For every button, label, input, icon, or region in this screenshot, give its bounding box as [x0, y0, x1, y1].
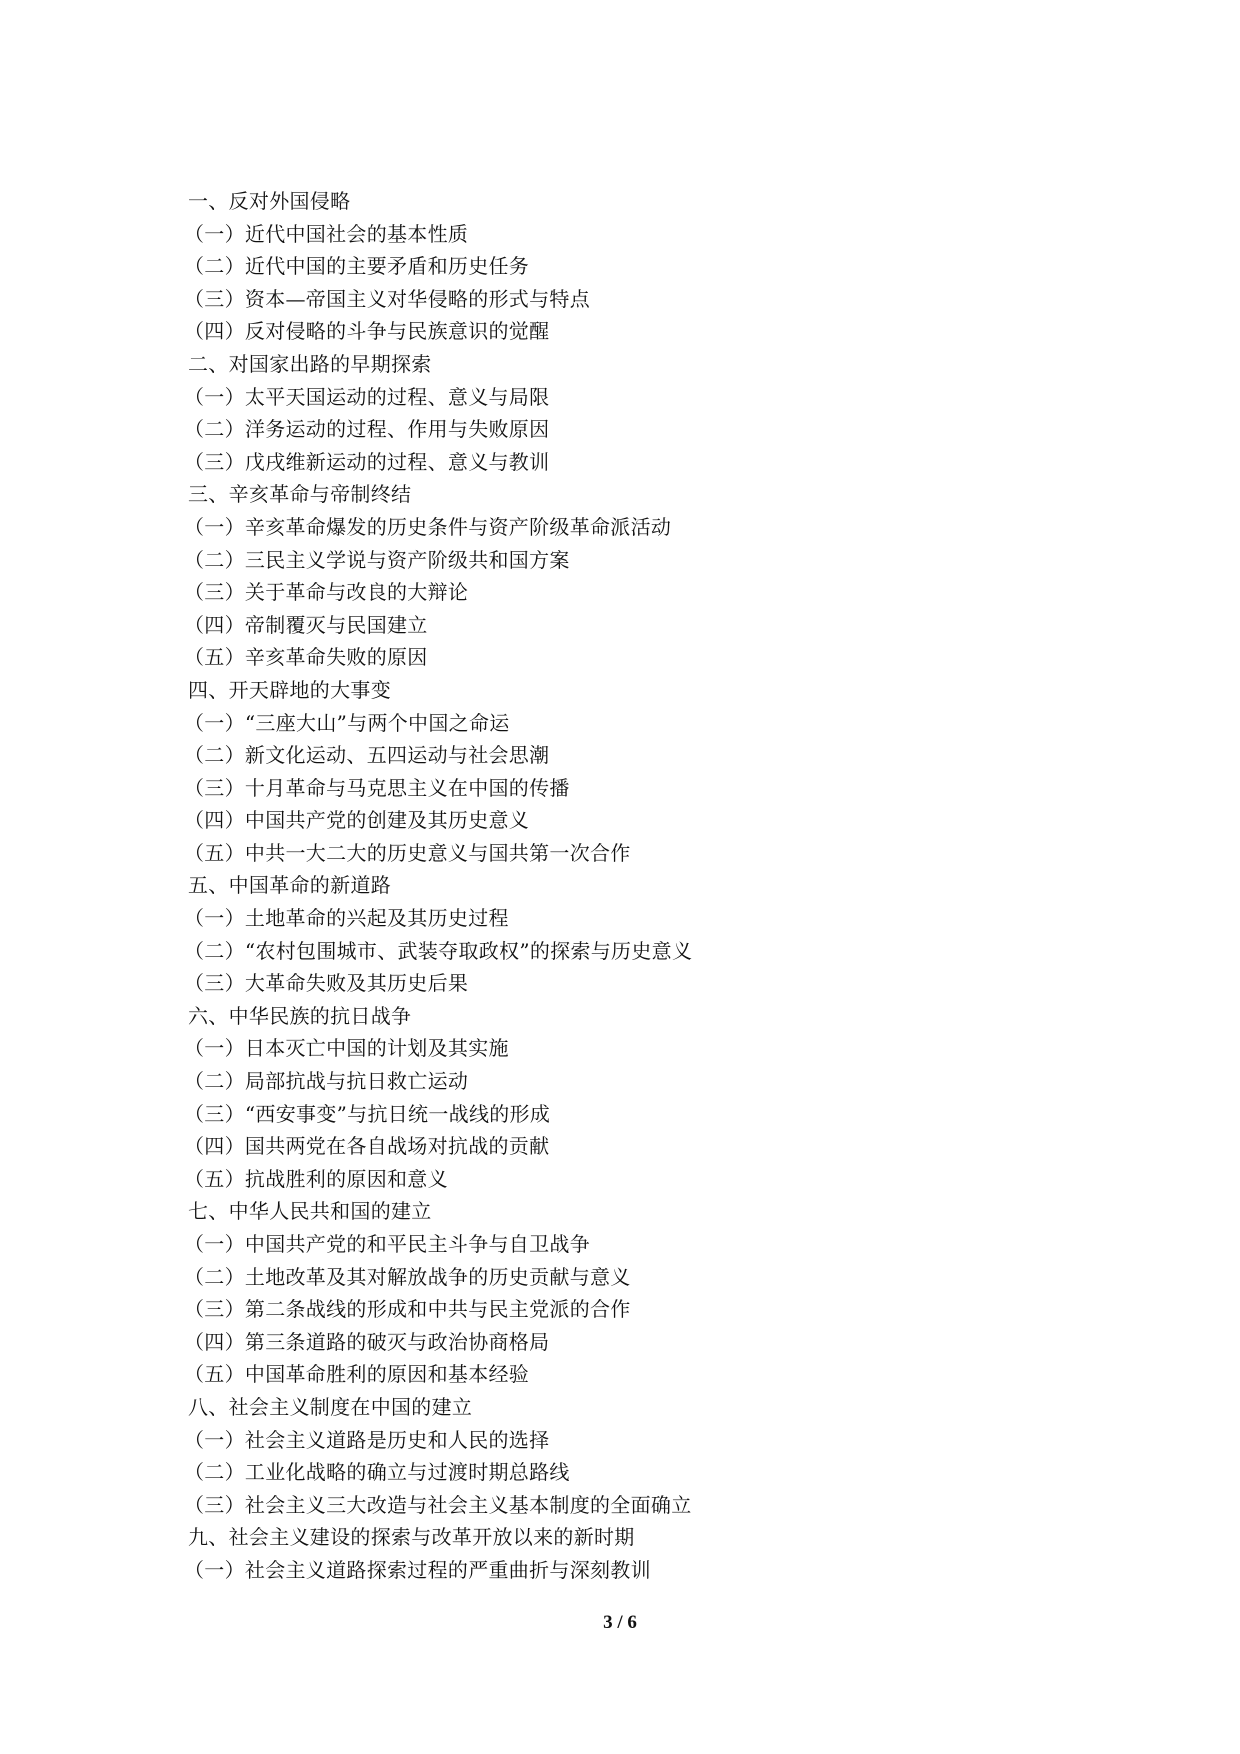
chapter-heading: 四、开天辟地的大事变 [188, 677, 391, 702]
chapter-heading: 三、辛亥革命与帝制终结 [188, 482, 412, 507]
section-item: （二）近代中国的主要矛盾和历史任务 [184, 254, 530, 279]
section-item: （一）社会主义道路是历史和人民的选择 [184, 1427, 550, 1452]
section-item: （五）辛亥革命失败的原因 [184, 645, 428, 670]
section-item: （一）近代中国社会的基本性质 [184, 221, 469, 246]
section-item: （四）帝制覆灭与民国建立 [184, 612, 428, 637]
section-item: （二）新文化运动、五四运动与社会思潮 [184, 743, 550, 768]
section-item: （一）日本灭亡中国的计划及其实施 [184, 1036, 509, 1061]
section-item: （五）抗战胜利的原因和意义 [184, 1166, 448, 1191]
section-item: （二）土地改革及其对解放战争的历史贡献与意义 [184, 1264, 631, 1289]
section-item: （二）工业化战略的确立与过渡时期总路线 [184, 1460, 570, 1485]
section-item: （三）关于革命与改良的大辩论 [184, 580, 469, 605]
chapter-heading: 一、反对外国侵略 [188, 189, 351, 213]
chapter-heading: 八、社会主义制度在中国的建立 [188, 1394, 473, 1419]
section-item: （二）局部抗战与抗日救亡运动 [184, 1069, 469, 1094]
section-item: （五）中共一大二大的历史意义与国共第一次合作 [184, 840, 631, 865]
chapter-heading: 二、对国家出路的早期探索 [188, 351, 432, 376]
section-item: （三）资本—帝国主义对华侵略的形式与特点 [184, 286, 590, 311]
section-item: （四）国共两党在各自战场对抗战的贡献 [184, 1134, 550, 1159]
section-item: （二）“农村包围城市、武装夺取政权”的探索与历史意义 [184, 938, 693, 963]
chapter-heading: 五、中国革命的新道路 [188, 873, 391, 898]
section-item: （三）“西安事变”与抗日统一战线的形成 [184, 1101, 551, 1126]
chapter-heading: 六、中华民族的抗日战争 [188, 1003, 412, 1028]
section-item: （一）辛亥革命爆发的历史条件与资产阶级革命派活动 [184, 514, 672, 539]
section-item: （三）十月革命与马克思主义在中国的传播 [184, 775, 570, 800]
section-item: （二）洋务运动的过程、作用与失败原因 [184, 417, 550, 442]
section-item: （三）戊戌维新运动的过程、意义与教训 [184, 449, 550, 474]
section-item: （三）第二条战线的形成和中共与民主党派的合作 [184, 1297, 631, 1322]
section-item: （一）社会主义道路探索过程的严重曲折与深刻教训 [184, 1557, 651, 1582]
chapter-heading: 七、中华人民共和国的建立 [188, 1199, 432, 1224]
section-item: （一）土地革命的兴起及其历史过程 [184, 906, 509, 931]
section-item: （二）三民主义学说与资产阶级共和国方案 [184, 547, 570, 572]
section-item: （三）大革命失败及其历史后果 [184, 971, 469, 996]
section-item: （一）中国共产党的和平民主斗争与自卫战争 [184, 1232, 590, 1256]
section-item: （五）中国革命胜利的原因和基本经验 [184, 1362, 530, 1387]
section-item: （四）反对侵略的斗争与民族意识的觉醒 [184, 319, 550, 344]
chapter-heading: 九、社会主义建设的探索与改革开放以来的新时期 [188, 1525, 635, 1550]
page-number: 3 / 6 [603, 1612, 637, 1633]
section-item: （四）中国共产党的创建及其历史意义 [184, 808, 530, 833]
section-item: （一）“三座大山”与两个中国之命运 [184, 710, 510, 735]
section-item: （三）社会主义三大改造与社会主义基本制度的全面确立 [184, 1492, 692, 1517]
section-item: （四）第三条道路的破灭与政治协商格局 [184, 1329, 550, 1354]
syllabus-outline [184, 185, 1088, 1587]
section-item: （一）太平天国运动的过程、意义与局限 [184, 384, 550, 409]
